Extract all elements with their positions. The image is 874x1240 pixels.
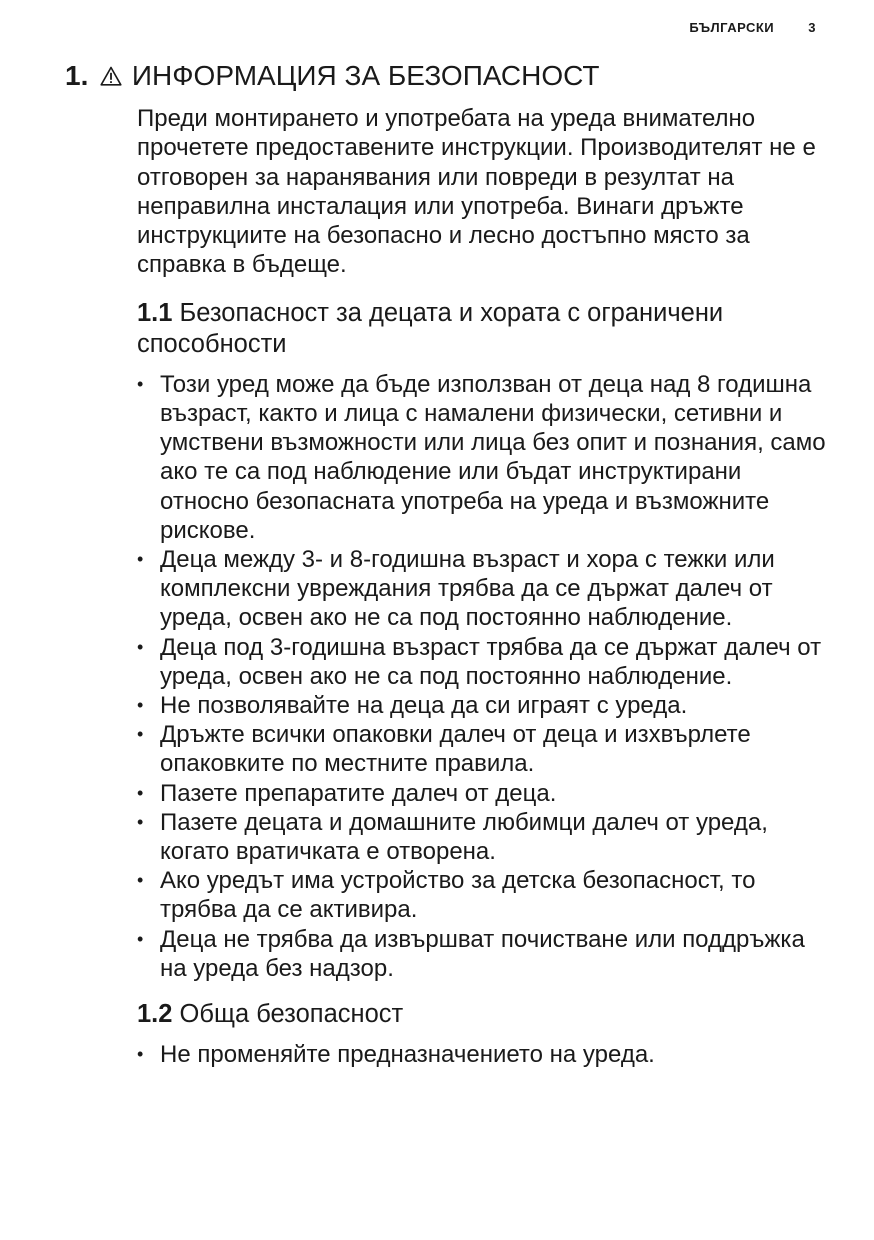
- intro-paragraph: Преди монтирането и употребата на уреда внимателно прочетете предоставените инструкции. Производителят не е отговорен за наранявания или повреди в резултат на неправилна инсталация или употреба. Винаги дръжте инструкциите на безопасно и лесно достъпно място за справка в бъдеще.: [137, 105, 816, 279]
- list-item: • Ако уредът има устройство за детска безопасност, то трябва да се активира.: [137, 866, 827, 924]
- section-1-heading: [65, 60, 600, 92]
- section-1-1-number: 1.1: [137, 298, 173, 327]
- section-1-2-title: Обща безопасност: [179, 1000, 404, 1029]
- list-item: • Този уред може да бъде използван от деца над 8 годишна възраст, както и лица с намалени физически, сетивни и умствени възможности или лица без опит и познания, само ако те са под наблюдение или бъдат инструктирани относно безопасната употреба на уреда и възможните рискове.: [137, 370, 827, 545]
- section-1-2-number: 1.2: [137, 1000, 173, 1029]
- list-item: • Пазете препаратите далеч от деца.: [137, 779, 827, 808]
- page-content: [137, 104, 827, 1069]
- list-item: • Не променяйте предназначението на уреда.: [137, 1040, 827, 1069]
- general-safety-list: [137, 1040, 827, 1069]
- section-1-number: 1.: [65, 60, 89, 91]
- list-item: • Деца под 3-годишна възраст трябва да се държат далеч от уреда, освен ако не са под постоянно наблюдение.: [137, 633, 827, 691]
- page-number: 3: [808, 20, 816, 35]
- list-item: • Деца между 3- и 8-годишна възраст и хора с тежки или комплексни увреждания трябва да се държат далеч от уреда, освен ако не са под постоянно наблюдение.: [137, 545, 827, 633]
- section-1-title: ИНФОРМАЦИЯ ЗА БЕЗОПАСНОСТ: [131, 60, 600, 91]
- child-safety-list: [137, 370, 827, 983]
- list-item: • Дръжте всички опаковки далеч от деца и изхвърлете опаковките по местните правила.: [137, 720, 827, 778]
- list-item: • Деца не трябва да извършват почистване или поддръжка на уреда без надзор.: [137, 925, 827, 983]
- list-item: • Пазете децата и домашните любимци далеч от уреда, когато вратичката е отворена.: [137, 808, 827, 866]
- language-label: БЪЛГАРСКИ: [689, 20, 775, 35]
- section-1-1-title: Безопасност за децата и хората с ограничени способности: [137, 298, 724, 358]
- section-1-2-heading: [137, 999, 827, 1030]
- page-header: [689, 20, 816, 35]
- section-1-1-heading: [137, 298, 827, 360]
- warning-triangle-icon: [100, 66, 122, 86]
- list-item: • Не позволявайте на деца да си играят с уреда.: [137, 691, 827, 720]
